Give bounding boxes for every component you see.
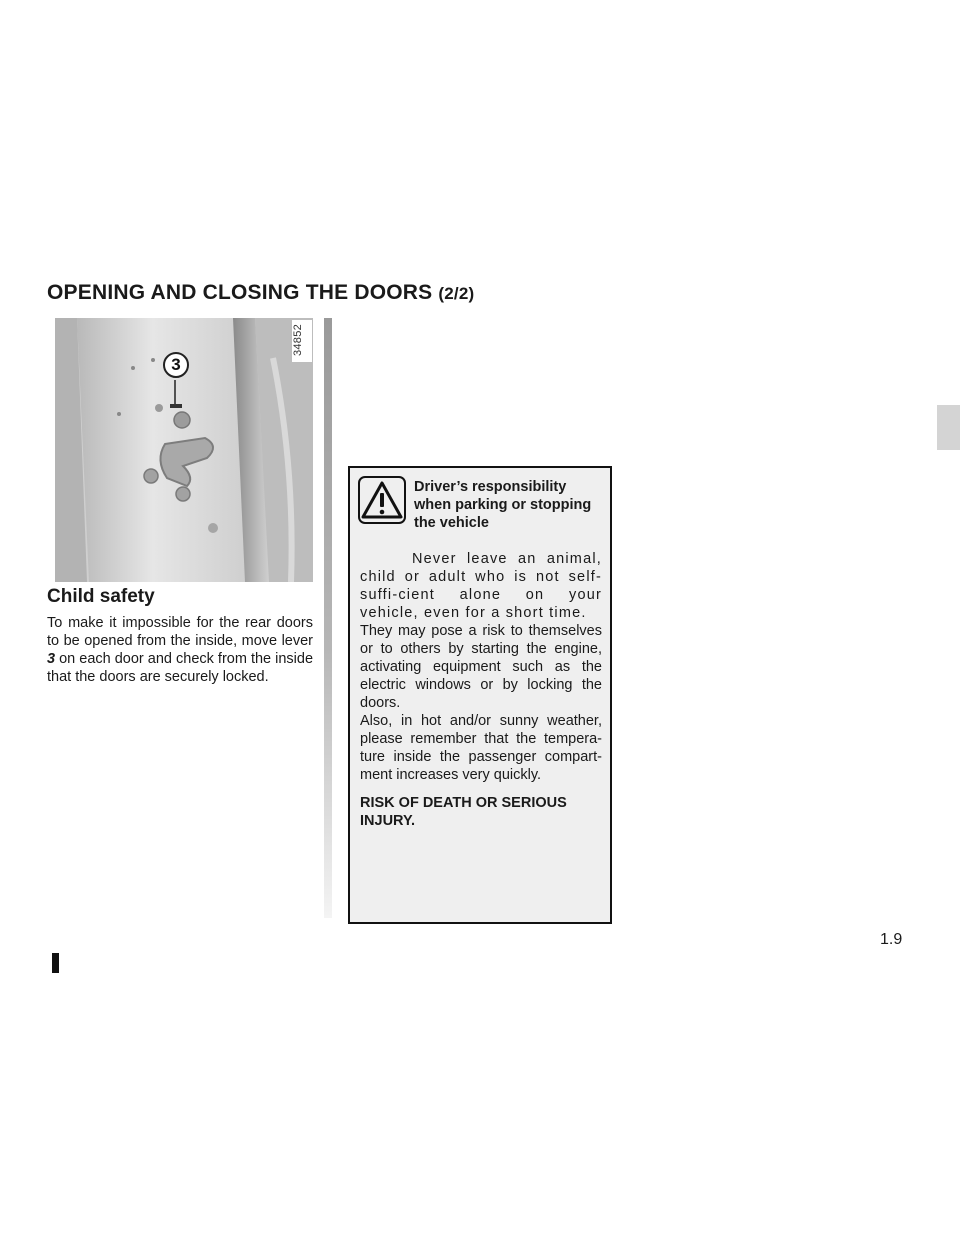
chapter-tab bbox=[937, 405, 960, 450]
child-safety-text bbox=[47, 614, 313, 686]
lever-reference: 3 bbox=[47, 651, 56, 667]
warning-triangle-icon bbox=[358, 476, 406, 524]
column-divider bbox=[324, 318, 332, 918]
warning-paragraph: Never leave an animal, child or adult who is not self-suffi-cient alone on your vehicle, even for a short time. bbox=[360, 551, 602, 621]
page-title bbox=[47, 281, 474, 305]
photo-reference-text: 34852 bbox=[292, 323, 305, 357]
child-safety-text-part1: To make it impossible for the rear doors to be opened from the inside, move lever bbox=[47, 615, 313, 649]
section-marker bbox=[52, 953, 59, 973]
warning-paragraph: They may pose a risk to themselves or to others by starting the engine, activating equipment such as the electric windows or by locking the doors. bbox=[360, 623, 602, 711]
page-title-main: OPENING AND CLOSING THE DOORS bbox=[47, 281, 433, 304]
page-number: 1.9 bbox=[880, 931, 903, 948]
risk-statement: RISK OF DEATH OR SERIOUS INJURY. bbox=[360, 795, 567, 829]
warning-box bbox=[348, 466, 612, 924]
section-title: Child safety bbox=[47, 586, 155, 607]
warning-body bbox=[360, 550, 602, 830]
warning-heading: Driver’s responsibility when parking or stopping the vehicle bbox=[414, 479, 592, 531]
lever-callout: 3 bbox=[163, 352, 189, 378]
page-title-part: (2/2) bbox=[438, 284, 475, 303]
child-safety-text-part2: on each door and check from the inside that the doors are securely locked. bbox=[47, 651, 314, 685]
warning-paragraph: Also, in hot and/or sunny weather, please remember that the tempera-ture inside the passenger compart-ment increases very quickly. bbox=[360, 713, 602, 783]
photo-reference bbox=[292, 320, 312, 362]
